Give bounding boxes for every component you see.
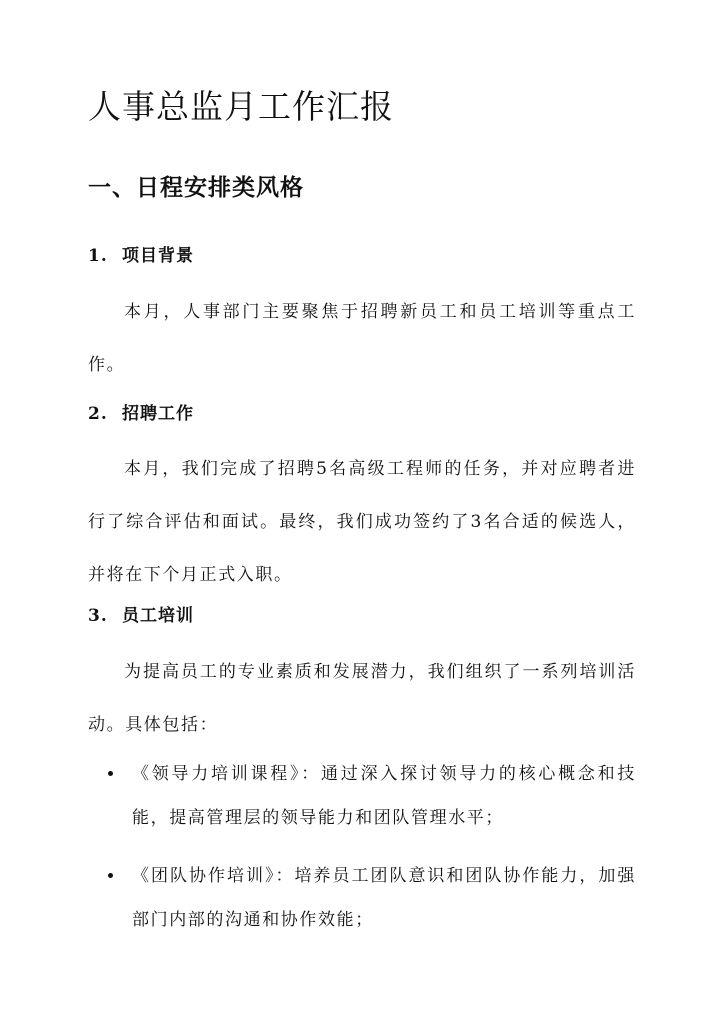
bullet-icon [108, 771, 113, 776]
subsection-heading-text: 员工培训 [122, 606, 194, 626]
subsection-heading-recruitment [88, 400, 194, 428]
list-item [88, 752, 636, 840]
subsection-heading-training [88, 602, 194, 630]
paragraph-training: 为提高员工的专业素质和发展潜力，我们组织了一系列培训活动。具体包括： [88, 662, 636, 735]
bullet-icon [108, 873, 113, 878]
subsection-heading-text: 项目背景 [122, 246, 194, 266]
list-item [88, 854, 636, 942]
document-title: 人事总监月工作汇报 [88, 87, 394, 126]
section-title: 一、日程安排类风格 [88, 174, 304, 201]
training-bullet-list [88, 752, 636, 956]
subsection-heading-text: 招聘工作 [122, 404, 194, 424]
subsection-heading-project-background [88, 242, 194, 270]
subsection-number: 1. [88, 246, 108, 266]
bullet-text: 《领导力培训课程》：通过深入探讨领导力的核心概念和技能，提高管理层的领导能力和团队管理水平； [132, 764, 636, 828]
subsection-number: 3. [88, 606, 108, 626]
subsection-number: 2. [88, 404, 108, 424]
bullet-text: 《团队协作培训》：培养员工团队意识和团队协作能力，加强部门内部的沟通和协作效能； [132, 866, 636, 930]
paragraph-recruitment: 本月，我们完成了招聘5名高级工程师的任务，并对应聘者进行了综合评估和面试。最终，我们成功签约了3名合适的候选人，并将在下个月正式入职。 [88, 459, 636, 585]
paragraph-project-background: 本月，人事部门主要聚焦于招聘新员工和员工培训等重点工作。 [88, 302, 636, 375]
